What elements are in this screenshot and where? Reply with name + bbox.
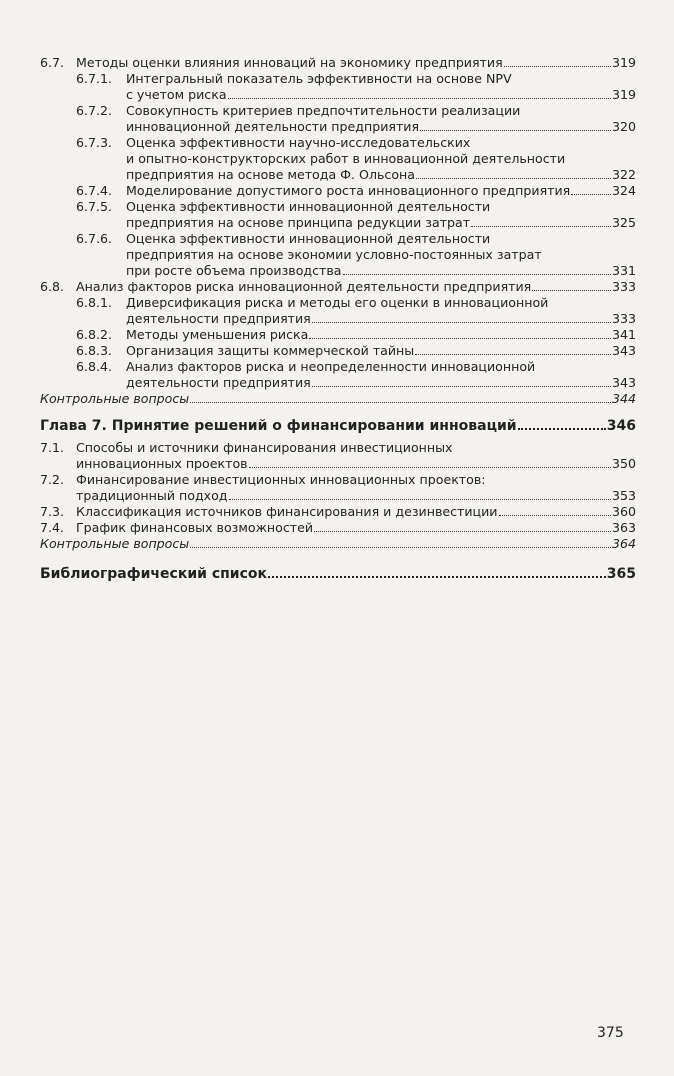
toc-page-number: 364 bbox=[611, 536, 636, 551]
dot-leader bbox=[504, 55, 611, 67]
toc-entry-number: 6.7.3. bbox=[76, 135, 113, 150]
toc-entry-title: Контрольные вопросы bbox=[40, 536, 190, 551]
toc-entry-number: 7.2. bbox=[40, 472, 65, 487]
toc-entry-number: 6.7.5. bbox=[76, 199, 113, 214]
dot-leader bbox=[309, 327, 611, 339]
toc-entry-title: предприятия на основе принципа редукции затрат bbox=[126, 215, 471, 230]
toc-entry[interactable] bbox=[40, 231, 636, 279]
toc-entry-title: Классификация источников финансирования и дезинвестиции bbox=[76, 504, 498, 519]
toc-entry-title: Интегральный показатель эффективности на основе NPV bbox=[126, 71, 512, 86]
toc-entry-title: Анализ факторов риска инновационной деятельности предприятия bbox=[76, 279, 532, 294]
toc-page-number: 350 bbox=[611, 456, 636, 471]
toc-entry-title: инновационной деятельности предприятия bbox=[126, 119, 420, 134]
dot-leader bbox=[249, 456, 611, 468]
toc-entry[interactable] bbox=[40, 343, 636, 359]
toc-entry-number: 7.4. bbox=[40, 520, 65, 535]
toc-page-number: 365 bbox=[606, 566, 636, 582]
toc-entry[interactable] bbox=[40, 440, 636, 472]
dot-leader bbox=[312, 311, 611, 323]
toc-entry[interactable] bbox=[40, 279, 636, 295]
toc-entry-number: 6.8.3. bbox=[76, 343, 113, 358]
toc-page-number: 363 bbox=[611, 520, 636, 535]
toc-entry-title: График финансовых возможностей bbox=[76, 520, 314, 535]
table-of-contents bbox=[40, 55, 636, 584]
dot-leader bbox=[190, 536, 611, 548]
dot-leader bbox=[532, 279, 611, 291]
toc-entry-number: 6.8. bbox=[40, 279, 65, 294]
toc-page-number: 333 bbox=[611, 279, 636, 294]
toc-entry-number: 6.7.2. bbox=[76, 103, 113, 118]
toc-entry-title: Анализ факторов риска и неопределенности инновационной bbox=[126, 359, 536, 374]
toc-page-number: 360 bbox=[611, 504, 636, 519]
toc-entry-number: 6.7.1. bbox=[76, 71, 113, 86]
toc-entry[interactable] bbox=[40, 359, 636, 391]
dot-leader bbox=[343, 263, 611, 275]
toc-entry-title: предприятия на основе метода Ф. Ольсона bbox=[126, 167, 415, 182]
toc-entry-number: 7.3. bbox=[40, 504, 65, 519]
dot-leader bbox=[314, 520, 611, 532]
dot-leader bbox=[420, 119, 611, 131]
toc-entry[interactable] bbox=[40, 199, 636, 231]
toc-entry-title: Контрольные вопросы bbox=[40, 391, 190, 406]
toc-page-number: 333 bbox=[611, 311, 636, 326]
toc-entry-title: Организация защиты коммерческой тайны bbox=[126, 343, 415, 358]
toc-entry-title: деятельности предприятия bbox=[126, 311, 311, 326]
toc-page-number: 346 bbox=[606, 418, 636, 434]
toc-entry[interactable] bbox=[40, 472, 636, 504]
toc-entry-title: Финансирование инвестиционных инновационных проектов: bbox=[76, 472, 486, 487]
toc-entry-title: Оценка эффективности научно-исследовательских bbox=[126, 135, 471, 150]
toc-entry-number: 6.7. bbox=[40, 55, 65, 70]
toc-entry[interactable] bbox=[40, 71, 636, 103]
toc-entry-title: Методы оценки влияния инноваций на экономику предприятия bbox=[76, 55, 503, 70]
toc-page-number: 344 bbox=[611, 391, 636, 406]
toc-entry[interactable] bbox=[40, 520, 636, 536]
toc-entry-number: 6.8.1. bbox=[76, 295, 113, 310]
toc-entry-number: 6.8.2. bbox=[76, 327, 113, 342]
toc-entry-title: Диверсификация риска и методы его оценки в инновационной bbox=[126, 295, 549, 310]
toc-entry[interactable] bbox=[40, 183, 636, 199]
toc-entry-number: 6.7.4. bbox=[76, 183, 113, 198]
toc-page-number: 320 bbox=[611, 119, 636, 134]
toc-page-number: 322 bbox=[611, 167, 636, 182]
toc-entry-title: Глава 7. Принятие решений о финансировании инноваций bbox=[40, 418, 517, 434]
dot-leader bbox=[229, 488, 611, 500]
toc-page-number: 319 bbox=[611, 87, 636, 102]
dot-leader bbox=[518, 417, 606, 430]
toc-entry-number: 7.1. bbox=[40, 440, 65, 455]
toc-page-number: 343 bbox=[611, 375, 636, 390]
toc-entry-title: предприятия на основе экономии условно-постоянных затрат bbox=[126, 247, 542, 262]
toc-entry[interactable] bbox=[40, 103, 636, 135]
dot-leader bbox=[268, 565, 606, 578]
toc-entry[interactable] bbox=[40, 295, 636, 327]
toc-entry-title: Оценка эффективности инновационной деятельности bbox=[126, 231, 491, 246]
toc-page-number: 341 bbox=[611, 327, 636, 342]
dot-leader bbox=[312, 375, 611, 387]
dot-leader bbox=[499, 504, 611, 516]
toc-entry-number: 6.7.6. bbox=[76, 231, 113, 246]
toc-entry[interactable] bbox=[40, 564, 636, 584]
toc-page-number: 319 bbox=[611, 55, 636, 70]
toc-page-number: 353 bbox=[611, 488, 636, 503]
page-number: 375 bbox=[597, 1025, 624, 1041]
dot-leader bbox=[571, 183, 611, 195]
toc-entry-title: Совокупность критериев предпочтительности реализации bbox=[126, 103, 521, 118]
toc-entry-title: деятельности предприятия bbox=[126, 375, 311, 390]
toc-page-number: 343 bbox=[611, 343, 636, 358]
toc-page-number: 324 bbox=[611, 183, 636, 198]
dot-leader bbox=[190, 391, 611, 403]
toc-entry[interactable] bbox=[40, 504, 636, 520]
toc-entry-number: 6.8.4. bbox=[76, 359, 113, 374]
toc-entry[interactable] bbox=[40, 416, 636, 436]
toc-entry-title: Способы и источники финансирования инвестиционных bbox=[76, 440, 453, 455]
toc-entry-title: с учетом риска bbox=[126, 87, 227, 102]
toc-page-number: 331 bbox=[611, 263, 636, 278]
toc-entry-title: Библиографический список bbox=[40, 566, 268, 582]
dot-leader bbox=[471, 215, 611, 227]
toc-entry-title: Методы уменьшения риска bbox=[126, 327, 309, 342]
toc-entry[interactable] bbox=[40, 135, 636, 183]
toc-entry-title: Оценка эффективности инновационной деятельности bbox=[126, 199, 491, 214]
dot-leader bbox=[228, 87, 611, 99]
dot-leader bbox=[415, 343, 611, 355]
toc-entry-title: традиционный подход bbox=[76, 488, 228, 503]
toc-entry-title: Моделирование допустимого роста инновационного предприятия bbox=[126, 183, 571, 198]
toc-entry[interactable] bbox=[40, 536, 636, 552]
toc-entry-title: и опытно-конструкторских работ в инновационной деятельности bbox=[126, 151, 566, 166]
toc-entry-title: инновационных проектов bbox=[76, 456, 248, 471]
toc-entry-title: при росте объема производства bbox=[126, 263, 342, 278]
toc-page-number: 325 bbox=[611, 215, 636, 230]
toc-entry[interactable] bbox=[40, 391, 636, 407]
toc-entry[interactable] bbox=[40, 327, 636, 343]
dot-leader bbox=[416, 167, 611, 179]
toc-entry[interactable] bbox=[40, 55, 636, 71]
